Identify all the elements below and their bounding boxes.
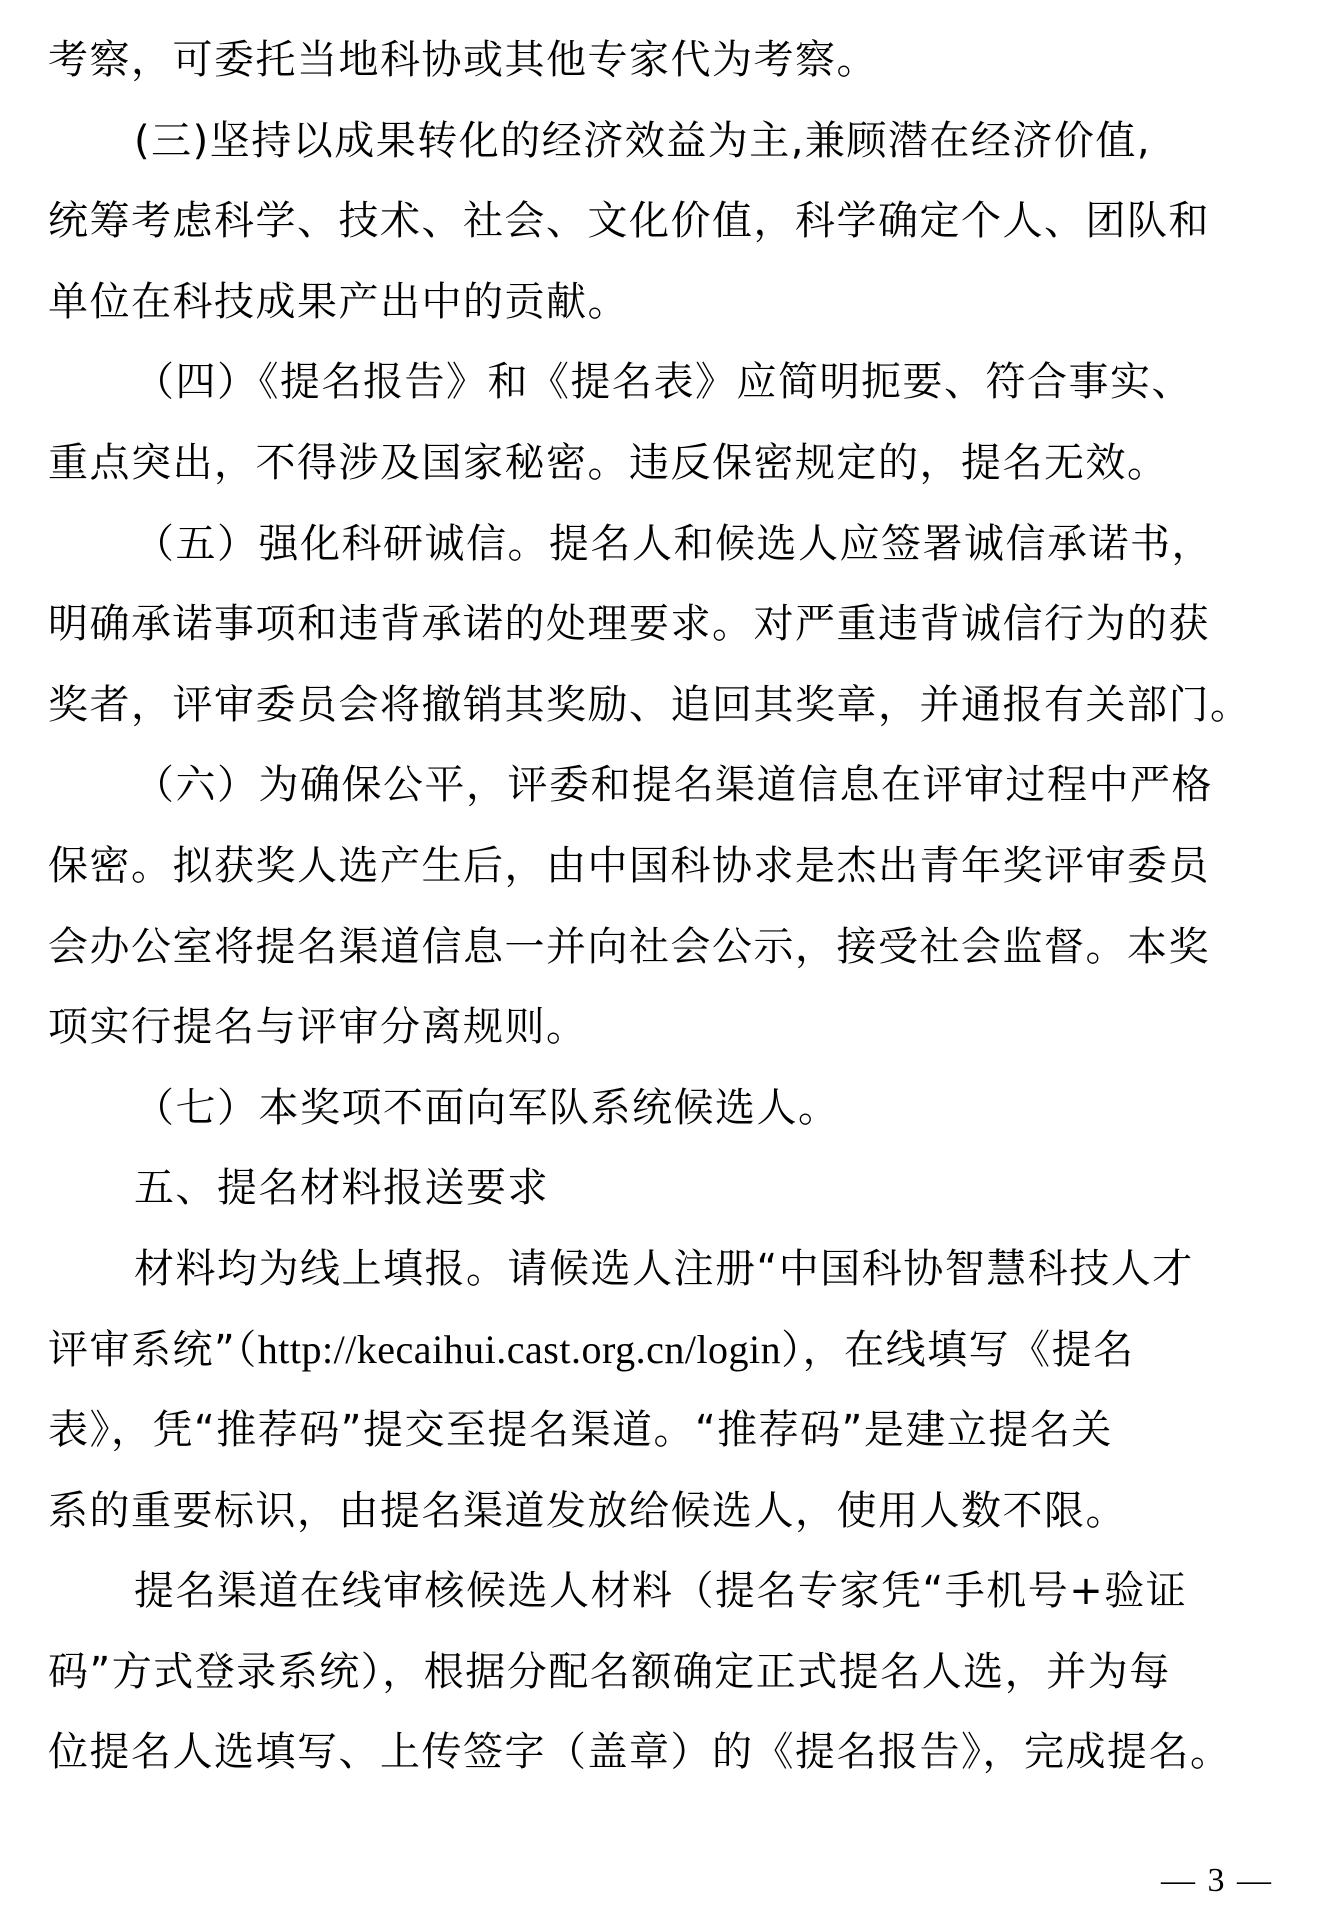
system-url-link[interactable]: http://kecaihui.cast.org.cn/login [257, 1326, 782, 1372]
text-line: （四）《提名报告》和《提名表》应简明扼要、符合事实、 [134, 359, 1193, 406]
text-line: 项实行提名与评审分离规则。 [48, 1004, 588, 1051]
document-body [48, 20, 1270, 1793]
text-line: 码”方式登录系统），根据分配名额确定正式提名人选，并为每 [48, 1648, 1171, 1695]
text-line: 会办公室将提名渠道信息一并向社会公示，接受社会监督。本奖 [48, 923, 1210, 970]
text-line: 单位在科技成果产出中的贡献。 [48, 278, 629, 325]
text-line: 位提名人选填写、上传签字（盖章）的《提名报告》，完成提名。 [48, 1729, 1232, 1776]
text-line: 提名渠道在线审核候选人材料（提名专家凭“手机号+验证 [134, 1568, 1188, 1615]
text-line: （六）为确保公平，评委和提名渠道信息在评审过程中严格 [134, 762, 1213, 809]
text-line: 明确承诺事项和违背承诺的处理要求。对严重违背诚信行为的获 [48, 601, 1210, 648]
url-line-suffix: ），在线填写《提名 [781, 1326, 1135, 1373]
text-line: 奖者，评审委员会将撤销其奖励、追回其奖章，并通报有关部门。 [48, 681, 1252, 728]
text-line: 重点突出，不得涉及国家秘密。违反保密规定的，提名无效。 [48, 439, 1169, 486]
text-line: （七）本奖项不面向军队系统候选人。 [134, 1084, 840, 1131]
page-number: — 3 — [1161, 1862, 1273, 1899]
text-line: 五、提名材料报送要求 [134, 1165, 549, 1212]
text-line: 考察，可委托当地科协或其他专家代为考察。 [48, 37, 878, 83]
text-line: 系的重要标识，由提名渠道发放给候选人，使用人数不限。 [48, 1487, 1127, 1534]
url-line-prefix: 评审系统”（ [48, 1326, 258, 1373]
text-line: 统筹考虑科学、技术、社会、文化价值，科学确定个人、团队和 [48, 198, 1210, 245]
text-line: （五）强化科研诚信。提名人和候选人应签署诚信承诺书， [134, 520, 1213, 567]
text-line-with-url [48, 1310, 1270, 1391]
text-line: (三)坚持以成果转化的经济效益为主,兼顾潜在经济价值, [134, 117, 1152, 164]
text-line: 表》，凭“推荐码”提交至提名渠道。“推荐码”是建立提名关 [48, 1407, 1113, 1454]
text-line: 材料均为线上填报。请候选人注册“中国科协智慧科技人才 [134, 1245, 1194, 1292]
text-line: 保密。拟获奖人选产生后，由中国科协求是杰出青年奖评审委员 [48, 842, 1210, 889]
